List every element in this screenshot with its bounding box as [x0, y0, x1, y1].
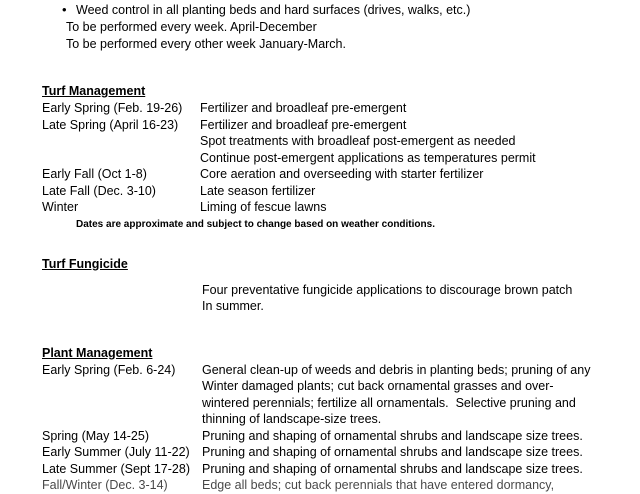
row-period: Late Fall (Dec. 3-10) [42, 183, 156, 198]
table-row [0, 461, 640, 478]
row-task: Pruning and shaping of ornamental shrubs and landscape size trees. [202, 445, 583, 459]
row-period: Early Spring (Feb. 19-26) [42, 101, 183, 115]
row-task: Spot treatments with broadleaf post-emergent as needed [200, 134, 516, 148]
turf-fungicide-section [0, 256, 640, 315]
intro-line-2: To be performed every other week January-March. [66, 37, 346, 51]
row-period [42, 150, 200, 167]
section-heading-turf-fungicide: Turf Fungicide [42, 256, 128, 271]
row-task: General clean-up of weeds and debris in planting beds; pruning of any [202, 362, 591, 377]
list-item: • Weed control in all planting beds and hard surfaces (drives, walks, etc.) [62, 2, 640, 19]
plant-management-section [0, 345, 640, 494]
row-period: Fall/Winter (Dec. 3-14) [42, 478, 168, 492]
spacer [0, 232, 640, 256]
row-task: Edge all beds; cut back perennials that have entered dormancy, [202, 478, 555, 492]
table-row [0, 150, 640, 167]
spacer [0, 273, 640, 282]
row-task-continued: thinning of landscape-size trees. [202, 412, 382, 426]
row-task-continued: wintered perennials; fertilize all ornamentals. Selective pruning and [202, 395, 576, 410]
spacer [0, 315, 640, 345]
table-row [0, 444, 640, 461]
intro-section [0, 0, 640, 53]
row-period: Spring (May 14-25) [42, 428, 149, 443]
table-row [0, 166, 640, 183]
table-row [0, 477, 640, 494]
table-row [0, 133, 640, 150]
row-task: Pruning and shaping of ornamental shrubs and landscape size trees. [202, 428, 583, 443]
intro-bullet-list [0, 2, 640, 19]
table-row [0, 362, 640, 379]
table-row [0, 428, 640, 445]
section-heading-turf-management: Turf Management [42, 84, 146, 98]
turf-management-section [0, 83, 640, 232]
row-task: Core aeration and overseeding with starter fertilizer [200, 167, 484, 181]
table-row [0, 117, 640, 134]
row-task: Fertilizer and broadleaf pre-emergent [200, 101, 407, 115]
row-task: Pruning and shaping of ornamental shrubs and landscape size trees. [202, 461, 583, 476]
table-row [0, 199, 640, 216]
spacer [0, 53, 640, 83]
row-period: Winter [42, 200, 79, 214]
row-task-continued: Winter damaged plants; cut back ornamental grasses and over- [202, 379, 554, 393]
turf-fungicide-line-1: Four preventative fungicide applications to discourage brown patch [202, 282, 573, 297]
turf-fungicide-line-2: In summer. [202, 299, 264, 313]
row-task: Fertilizer and broadleaf pre-emergent [200, 117, 407, 132]
row-task: Continue post-emergent applications as temperatures permit [200, 150, 536, 165]
row-period: Early Fall (Oct 1-8) [42, 167, 147, 181]
row-period: Late Summer (Sept 17-28) [42, 461, 190, 476]
row-task: Late season fertilizer [200, 183, 316, 198]
row-period: Early Spring (Feb. 6-24) [42, 362, 176, 377]
row-task: Liming of fescue lawns [200, 200, 327, 214]
intro-line-1: To be performed every week. April-December [66, 20, 317, 34]
row-period: Late Spring (April 16-23) [42, 117, 179, 132]
section-heading-plant-management: Plant Management [42, 345, 153, 360]
table-row [0, 183, 640, 200]
turf-management-note: Dates are approximate and subject to change based on weather conditions. [76, 218, 435, 230]
row-period [42, 133, 200, 150]
row-period: Early Summer (July 11-22) [42, 445, 190, 459]
table-row [0, 100, 640, 117]
